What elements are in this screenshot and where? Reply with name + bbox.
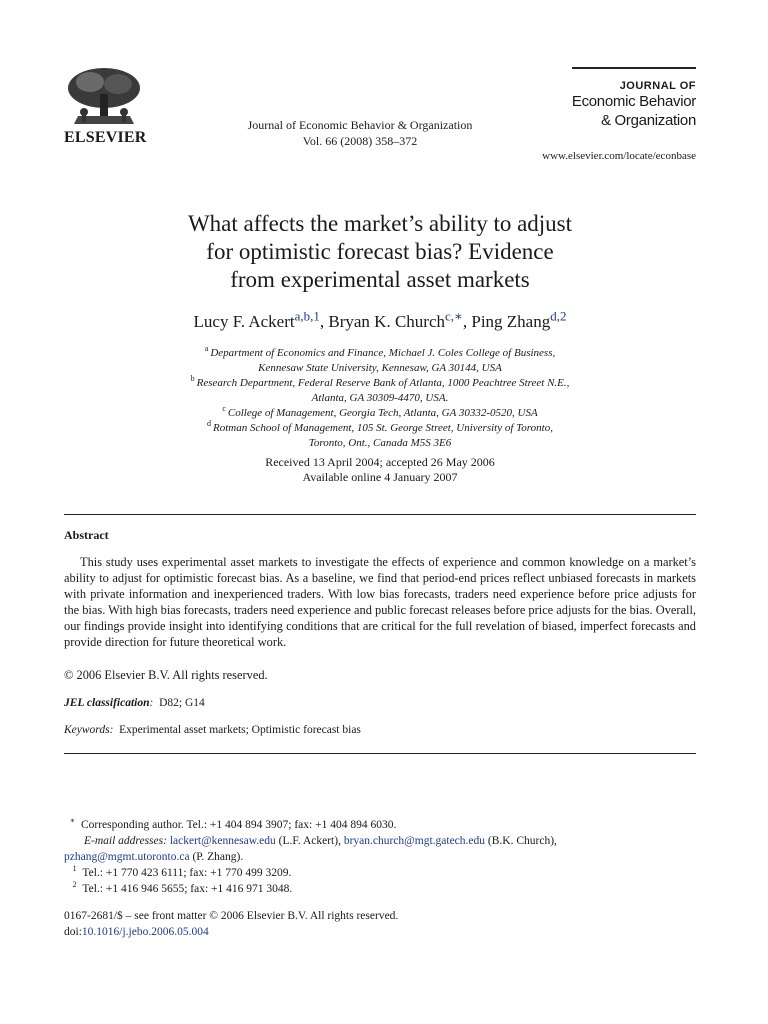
jel-colon: :	[149, 697, 154, 709]
affiliations	[64, 346, 696, 451]
affiliation-line: Department of Economics and Finance, Michael J. Coles College of Business,	[210, 347, 556, 359]
publisher-name: ELSEVIER	[64, 129, 147, 146]
footnote-text: Tel.: +1 770 423 6111; fax: +1 770 499 3209.	[82, 867, 292, 879]
affiliation-line: Atlanta, GA 30309-4470, USA.	[311, 392, 449, 404]
author-separator: ,	[462, 312, 472, 331]
affiliation	[64, 376, 696, 391]
jel-label: JEL classification	[64, 697, 150, 709]
jel-value: D82; G14	[159, 697, 205, 709]
email-footnote	[64, 833, 696, 849]
article-dates	[64, 455, 696, 485]
footnote-text: Tel.: +1 416 946 5655; fax: +1 416 971 3048.	[82, 883, 293, 895]
affiliation	[64, 421, 696, 436]
received-date: Received 13 April 2004; accepted 26 May 2006	[265, 455, 495, 469]
online-date: Available online 4 January 2007	[302, 470, 458, 484]
footnote-mark: 1	[72, 864, 77, 874]
doi-line	[64, 924, 696, 940]
divider	[64, 514, 696, 515]
masthead-rule	[572, 67, 696, 69]
keywords	[64, 724, 361, 736]
affiliation-line: College of Management, Georgia Tech, Atlanta, GA 30332-0520, USA	[227, 407, 538, 419]
email-footnote-cont	[64, 849, 696, 865]
title-line: What affects the market’s ability to adjust	[187, 211, 573, 236]
masthead-line2: Economic Behavior	[571, 93, 696, 110]
affiliation	[64, 346, 696, 361]
footnote-mark: 2	[72, 880, 77, 890]
author-affil-link[interactable]: d,2	[550, 308, 567, 324]
abstract-body: This study uses experimental asset markets to investigate the effects of experience and common knowledge on a market’s ability to adjust for optimistic forecast bias. As a baseline, we find that period-end prices reflect unbiased forecasts in markets with private information and inexperienced traders. With low bias forecasts, traders need experience before price adjusts for the bias. With high bias forecasts, traders need experience and public forecast releases before price adjusts for the bias. Overall, our findings provide insight into identifying conditions that are critical for the full revelation of biased, imperfect forecasts and provide direction for future theoretical work.	[64, 555, 696, 649]
keywords-label: Keywords:	[64, 724, 114, 736]
email-label: E-mail addresses:	[84, 835, 167, 847]
author-affil-link[interactable]: a,b,1	[294, 308, 320, 324]
affiliation-mark: d	[207, 419, 212, 429]
affiliation-mark: b	[190, 374, 195, 384]
affiliation	[64, 406, 696, 421]
keywords-value: Experimental asset markets; Optimistic forecast bias	[119, 724, 361, 736]
divider	[64, 753, 696, 754]
author-name: Ping Zhang	[471, 312, 551, 331]
author-separator: ,	[319, 312, 329, 331]
title-line: for optimistic forecast bias? Evidence	[206, 239, 554, 264]
issn-line: 0167-2681/$ – see front matter © 2006 Elsevier B.V. All rights reserved.	[64, 910, 399, 922]
email-link-zhang[interactable]: pzhang@mgmt.utoronto.ca	[64, 851, 190, 863]
footnote-mark: ∗	[69, 816, 76, 826]
email-owner: (P. Zhang).	[192, 851, 244, 863]
jel-classification	[64, 697, 205, 709]
author-name: Bryan K. Church	[328, 312, 446, 331]
title-line: from experimental asset markets	[230, 267, 530, 292]
footnotes	[64, 817, 696, 897]
doi-link[interactable]: 10.1016/j.jebo.2006.05.004	[81, 926, 209, 938]
affiliation-line: Research Department, Federal Reserve Bank of Atlanta, 1000 Peachtree Street N.E.,	[196, 377, 570, 389]
masthead-line3: & Organization	[600, 112, 696, 129]
author-list	[64, 308, 696, 332]
affiliation-line: Toronto, Ont., Canada M5S 3E6	[308, 437, 452, 449]
author-name: Lucy F. Ackert	[193, 312, 295, 331]
affiliation-mark: a	[204, 344, 209, 354]
journal-volume: Vol. 66 (2008) 358–372	[302, 134, 418, 148]
email-owner: (B.K. Church),	[487, 835, 557, 847]
front-matter	[64, 908, 696, 940]
affiliation-line: Kennesaw State University, Kennesaw, GA 30144, USA	[258, 362, 502, 374]
corresponding-footnote	[64, 817, 696, 833]
email-link-church[interactable]: bryan.church@mgt.gatech.edu	[343, 835, 486, 847]
masthead-line1: JOURNAL OF	[619, 80, 696, 92]
email-owner: (L.F. Ackert),	[278, 835, 341, 847]
journal-url[interactable]: www.elsevier.com/locate/econbase	[542, 150, 696, 162]
doi-label: doi:	[64, 926, 82, 938]
email-link-ackert[interactable]: lackert@kennesaw.edu	[169, 835, 276, 847]
article-title	[64, 210, 696, 294]
affiliation-mark: c	[222, 404, 226, 414]
corresponding-text: Corresponding author. Tel.: +1 404 894 3907; fax: +1 404 894 6030.	[80, 819, 397, 831]
affiliation-line: Rotman School of Management, 105 St. George Street, University of Toronto,	[213, 422, 553, 434]
journal-name: Journal of Economic Behavior & Organization	[247, 118, 473, 132]
journal-citation	[210, 117, 510, 149]
author-affil-link[interactable]: c,∗	[445, 308, 463, 324]
abstract-heading: Abstract	[64, 528, 109, 542]
copyright-notice: © 2006 Elsevier B.V. All rights reserved.	[64, 668, 268, 682]
footnote-2	[64, 881, 696, 897]
footnote-1	[64, 865, 696, 881]
